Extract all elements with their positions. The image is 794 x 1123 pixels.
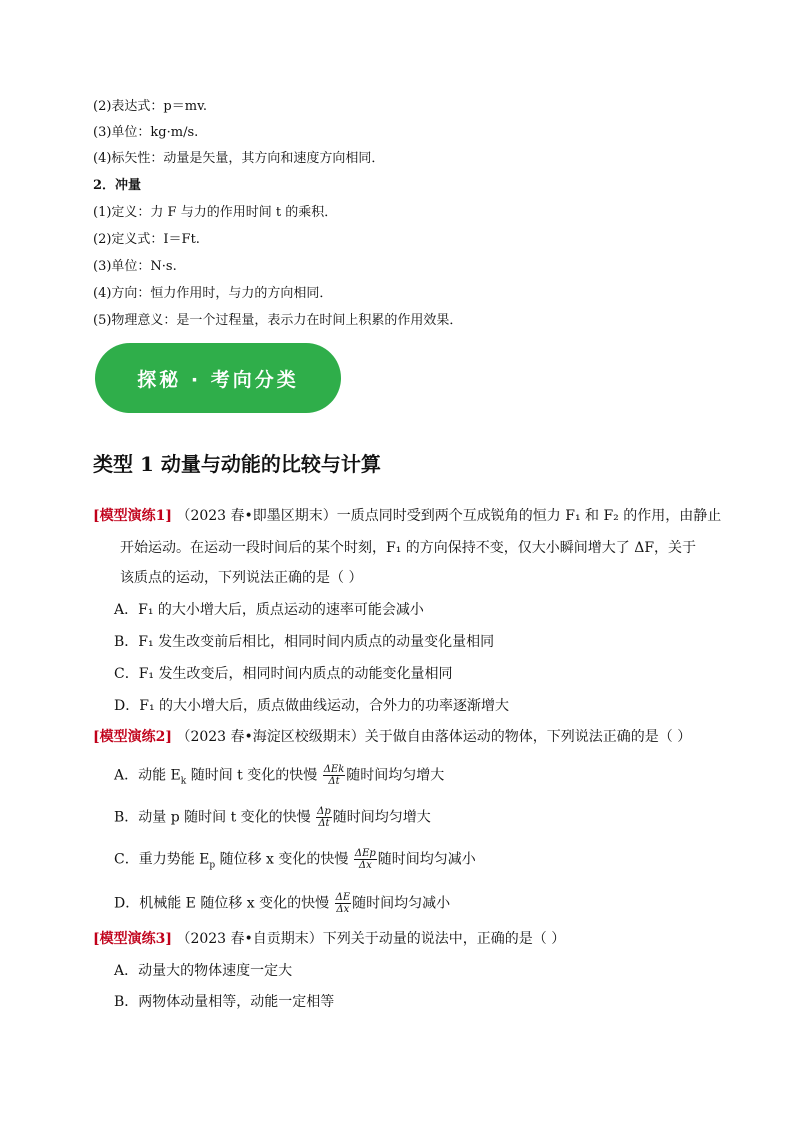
question-stem: （2023 春•自贡期末）下列关于动量的说法中，正确的是（ ）: [176, 931, 566, 947]
fraction-numerator: ΔEk: [323, 764, 345, 775]
definition-line: (5)物理意义：是一个过程量，表示力在时间上积累的作用效果．: [93, 313, 463, 328]
definition-line: (3)单位：N·s.: [93, 259, 177, 274]
option-b[interactable]: [114, 806, 431, 829]
fraction-denominator: Δt: [318, 818, 330, 829]
definition-line: (4)方向：恒力作用时，与力的方向相同．: [93, 286, 333, 301]
option-b[interactable]: B．两物体动量相等，动能一定相等: [114, 994, 335, 1010]
definition-line: (2)定义式：I＝Ft.: [93, 232, 200, 247]
option-text: 随时间均匀减小: [352, 895, 451, 912]
fraction-denominator: Δx: [336, 904, 350, 915]
section-badge: [95, 343, 341, 413]
question-stem: （2023 春•即墨区期末）一质点同时受到两个互成锐角的恒力 F₁ 和 F₂ 的作用，由静止: [176, 508, 722, 524]
fraction: [335, 892, 352, 915]
option-text: 随时间均匀增大: [332, 809, 431, 826]
option-text: 随时间均匀减小: [377, 851, 476, 868]
definition-line: (4)标矢性：动量是矢量，其方向和速度方向相同．: [93, 151, 385, 166]
type-heading: 类型 1 动量与动能的比较与计算: [93, 452, 381, 476]
option-text: C．重力势能 E: [114, 851, 210, 868]
option-a[interactable]: A．动量大的物体速度一定大: [114, 963, 293, 979]
option-a[interactable]: A．F₁ 的大小增大后，质点运动的速率可能会减小: [114, 602, 424, 618]
fraction-denominator: Δx: [358, 860, 372, 871]
question-1-line: 开始运动。在运动一段时间后的某个时刻，F₁ 的方向保持不变，仅大小瞬间增大了 ΔF，关于: [120, 540, 697, 556]
option-c[interactable]: C．F₁ 发生改变后，相同时间内质点的动能变化量相同: [114, 666, 453, 682]
option-b[interactable]: B．F₁ 发生改变前后相比，相同时间内质点的动量变化量相同: [114, 634, 495, 650]
subscript: p: [209, 860, 216, 871]
question-1-line: 该质点的运动，下列说法正确的是（ ）: [120, 570, 363, 586]
definition-line: (3)单位：kg·m/s.: [93, 125, 199, 140]
fraction: [323, 764, 346, 787]
option-d[interactable]: [114, 892, 450, 915]
option-text: A．动能 E: [114, 767, 181, 784]
option-text: B．动量 p 随时间 t 变化的快慢: [114, 809, 311, 826]
definition-line: (1)定义：力 F 与力的作用时间 t 的乘积．: [93, 205, 338, 220]
fraction: [354, 848, 377, 871]
question-3-line: [93, 929, 565, 949]
subscript: k: [180, 776, 187, 787]
fraction-denominator: Δt: [328, 776, 340, 787]
question-tag: [模型演练1]: [93, 508, 172, 524]
fraction-numerator: ΔE: [335, 892, 351, 903]
option-c[interactable]: [114, 848, 476, 875]
option-text: 随时间均匀增大: [346, 767, 445, 784]
option-text: 随时间 t 变化的快慢: [186, 767, 318, 784]
question-2-line: [93, 727, 691, 747]
option-a[interactable]: [114, 764, 444, 791]
fraction: [316, 806, 332, 829]
option-d[interactable]: D．F₁ 的大小增大后，质点做曲线运动，合外力的功率逐渐增大: [114, 698, 509, 714]
question-1-line: [93, 506, 721, 526]
section-title: 2．冲量: [93, 178, 142, 193]
question-stem: （2023 春•海淀区校级期末）关于做自由落体运动的物体，下列说法正确的是（ ）: [176, 729, 692, 745]
fraction-numerator: Δp: [317, 806, 331, 817]
option-text: 随位移 x 变化的快慢: [215, 851, 349, 868]
definition-line: (2)表达式：p＝mv.: [93, 99, 207, 114]
badge-label: 探秘 · 考向分类: [137, 368, 299, 391]
option-text: D．机械能 E 随位移 x 变化的快慢: [114, 895, 330, 912]
question-tag: [模型演练2]: [93, 729, 172, 745]
fraction-numerator: ΔEp: [354, 848, 376, 859]
question-tag: [模型演练3]: [93, 931, 172, 947]
